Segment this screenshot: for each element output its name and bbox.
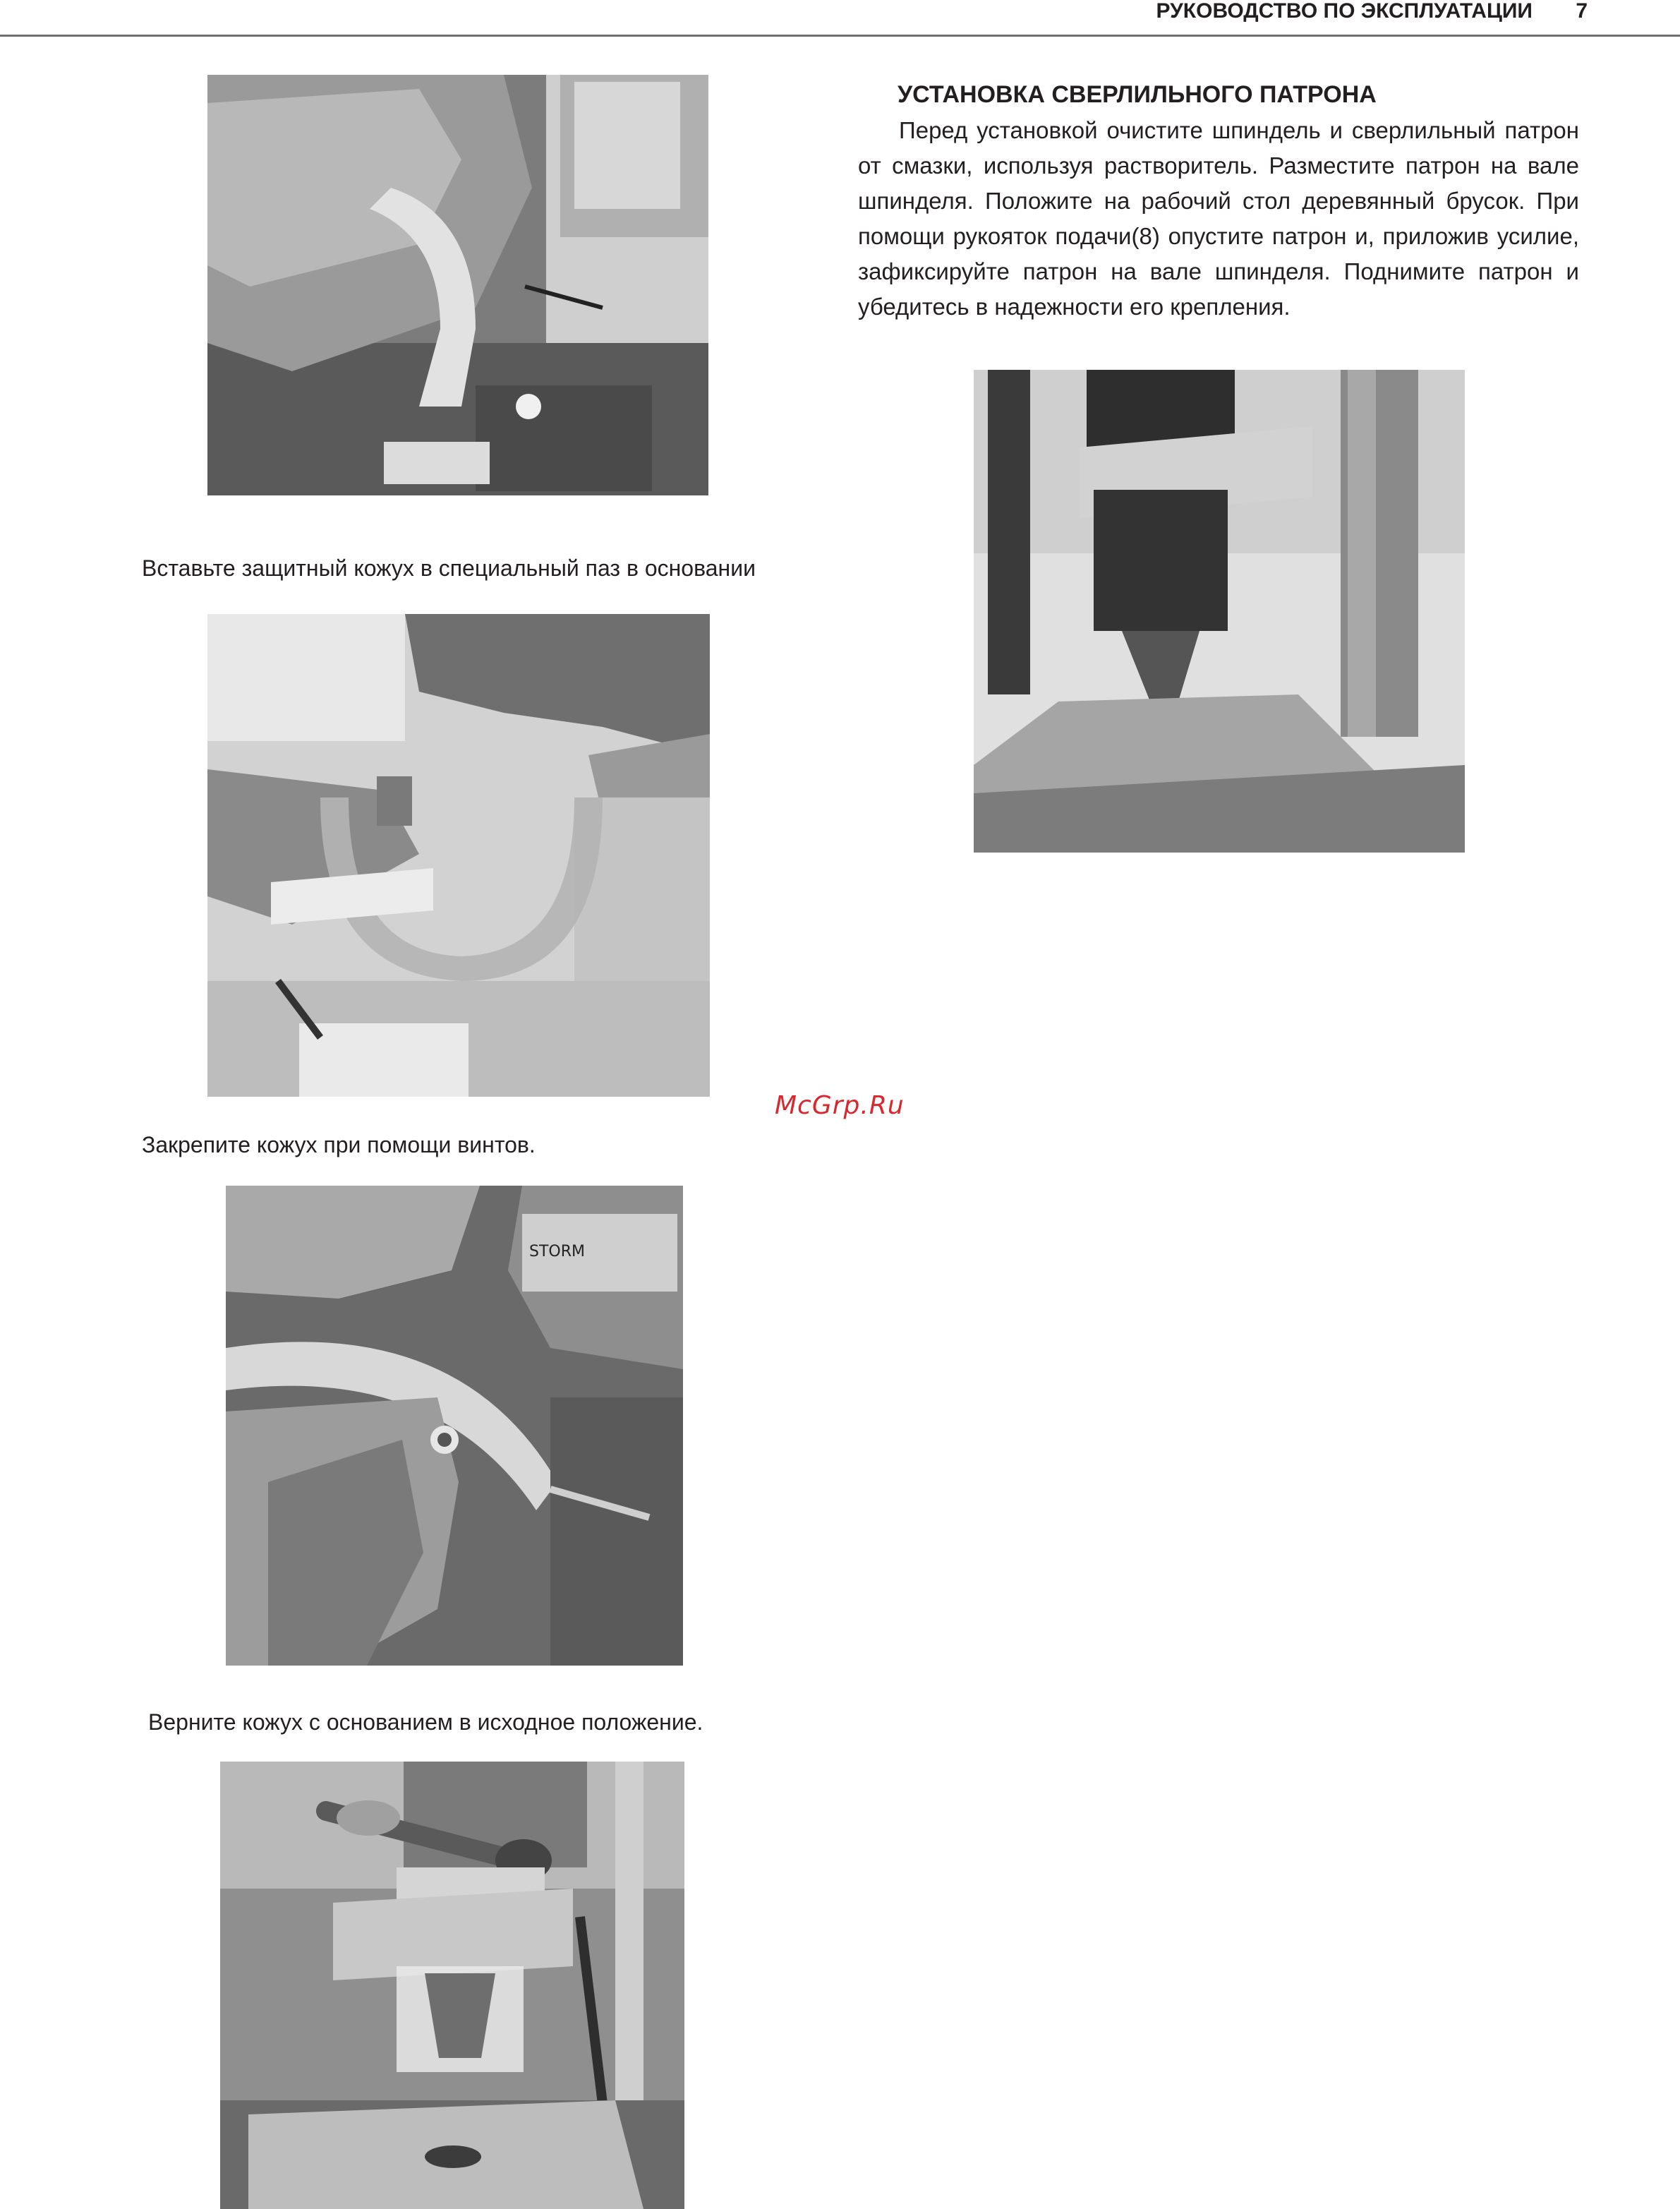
running-header-title: РУКОВОДСТВО ПО ЭКСПЛУАТАЦИИ — [1156, 0, 1533, 23]
svg-text:STORM: STORM — [529, 1243, 585, 1260]
photo-chuck-installed — [974, 370, 1465, 853]
header-rule — [0, 35, 1680, 37]
caption-return-guard: Верните кожух с основанием в исходное положение. — [148, 1709, 703, 1735]
section-body: Перед установкой очистите шпиндель и сверлильный патрон от смазки, используя растворитель. Разместите патрон на вале шпинделя. Положите на рабочий стол деревянный брусок. При помощи рукояток подачи(8) опустите патрон и, приложив усилие, зафиксируйте патрон на вале шпинделя. Поднимите патрон и убедитесь в надежности его крепления. — [858, 117, 1579, 320]
photo-guard-in-hands — [207, 75, 708, 495]
watermark: McGrp.Ru — [775, 1091, 905, 1120]
section-title: УСТАНОВКА СВЕРЛИЛЬНОГО ПАТРОНА — [898, 81, 1377, 108]
photo-fix-guard-screws — [226, 1186, 683, 1666]
page-number: 7 — [1576, 0, 1588, 23]
caption-insert-guard: Вставьте защитный кожух в специальный паз в основании — [142, 555, 756, 581]
caption-fix-guard: Закрепите кожух при помощи винтов. — [142, 1132, 536, 1157]
photo-return-guard — [220, 1762, 684, 2209]
photo-insert-guard — [207, 614, 710, 1097]
stamp-label — [522, 1214, 677, 1292]
